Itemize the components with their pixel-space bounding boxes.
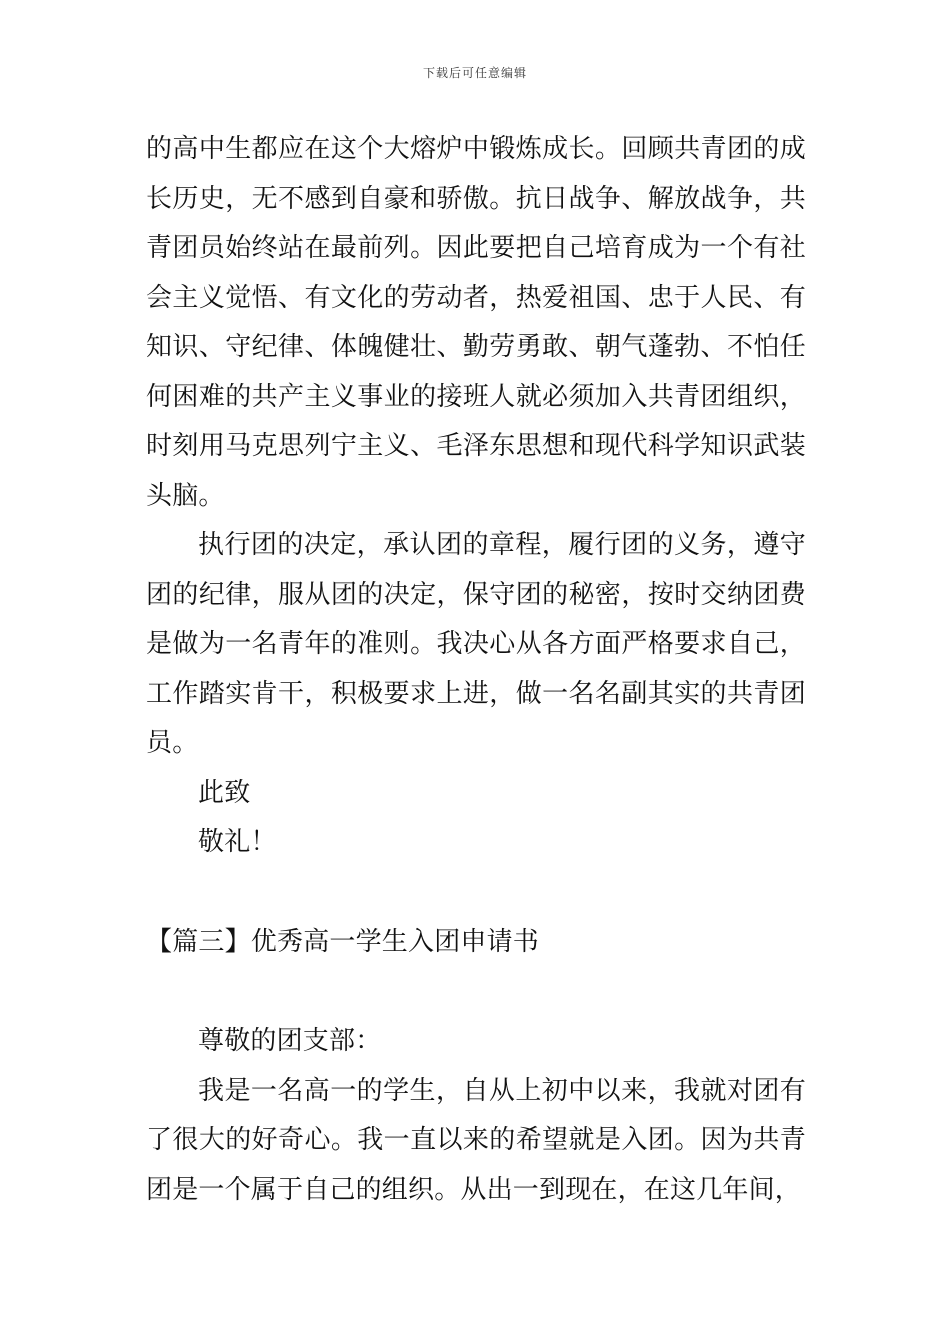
closing-line-2: 敬礼！: [198, 827, 277, 857]
paragraph-commitment: 执行团的决定，承认团的章程，履行团的义务，遵守团的纪律，服从团的决定，保守团的秘密，按时交纳团费是做为一名青年的准则。我决心从各方面严格要求自己，工作踏实肯干，积极要求上进，做一名名副其实的共青团员。: [146, 530, 806, 758]
salutation: 尊敬的团支部：: [198, 1026, 382, 1056]
section-spacer: [146, 868, 806, 918]
section-title: 【篇三】优秀高一学生入团申请书: [146, 926, 540, 957]
title-spacer: [146, 967, 806, 1017]
page-header: 下载后可任意编辑: [422, 66, 527, 80]
paragraph-intro: 我是一名高一的学生，自从上初中以来，我就对团有了很大的好奇心。我一直以来的希望就是入团。因为共青团是一个属于自己的组织。从出一到现在，在这几年间，: [146, 1075, 806, 1205]
paragraph-continuation: 的高中生都应在这个大熔炉中锻炼成长。回顾共青团的成长历史，无不感到自豪和骄傲。抗日战争、解放战争，共青团员始终站在最前列。因此要把自己培育成为一个有社会主义觉悟、有文化的劳动者，热爱祖国、忠于人民、有知识、守纪律、体魄健壮、勤劳勇敢、朝气蓬勃、不怕任何困难的共产主义事业的接班人就必须加入共青团组织，时刻用马克思列宁主义、毛泽东思想和现代科学知识武装头脑。: [146, 134, 806, 511]
closing-line-1: 此致: [198, 777, 251, 808]
document-body: [146, 125, 806, 1215]
